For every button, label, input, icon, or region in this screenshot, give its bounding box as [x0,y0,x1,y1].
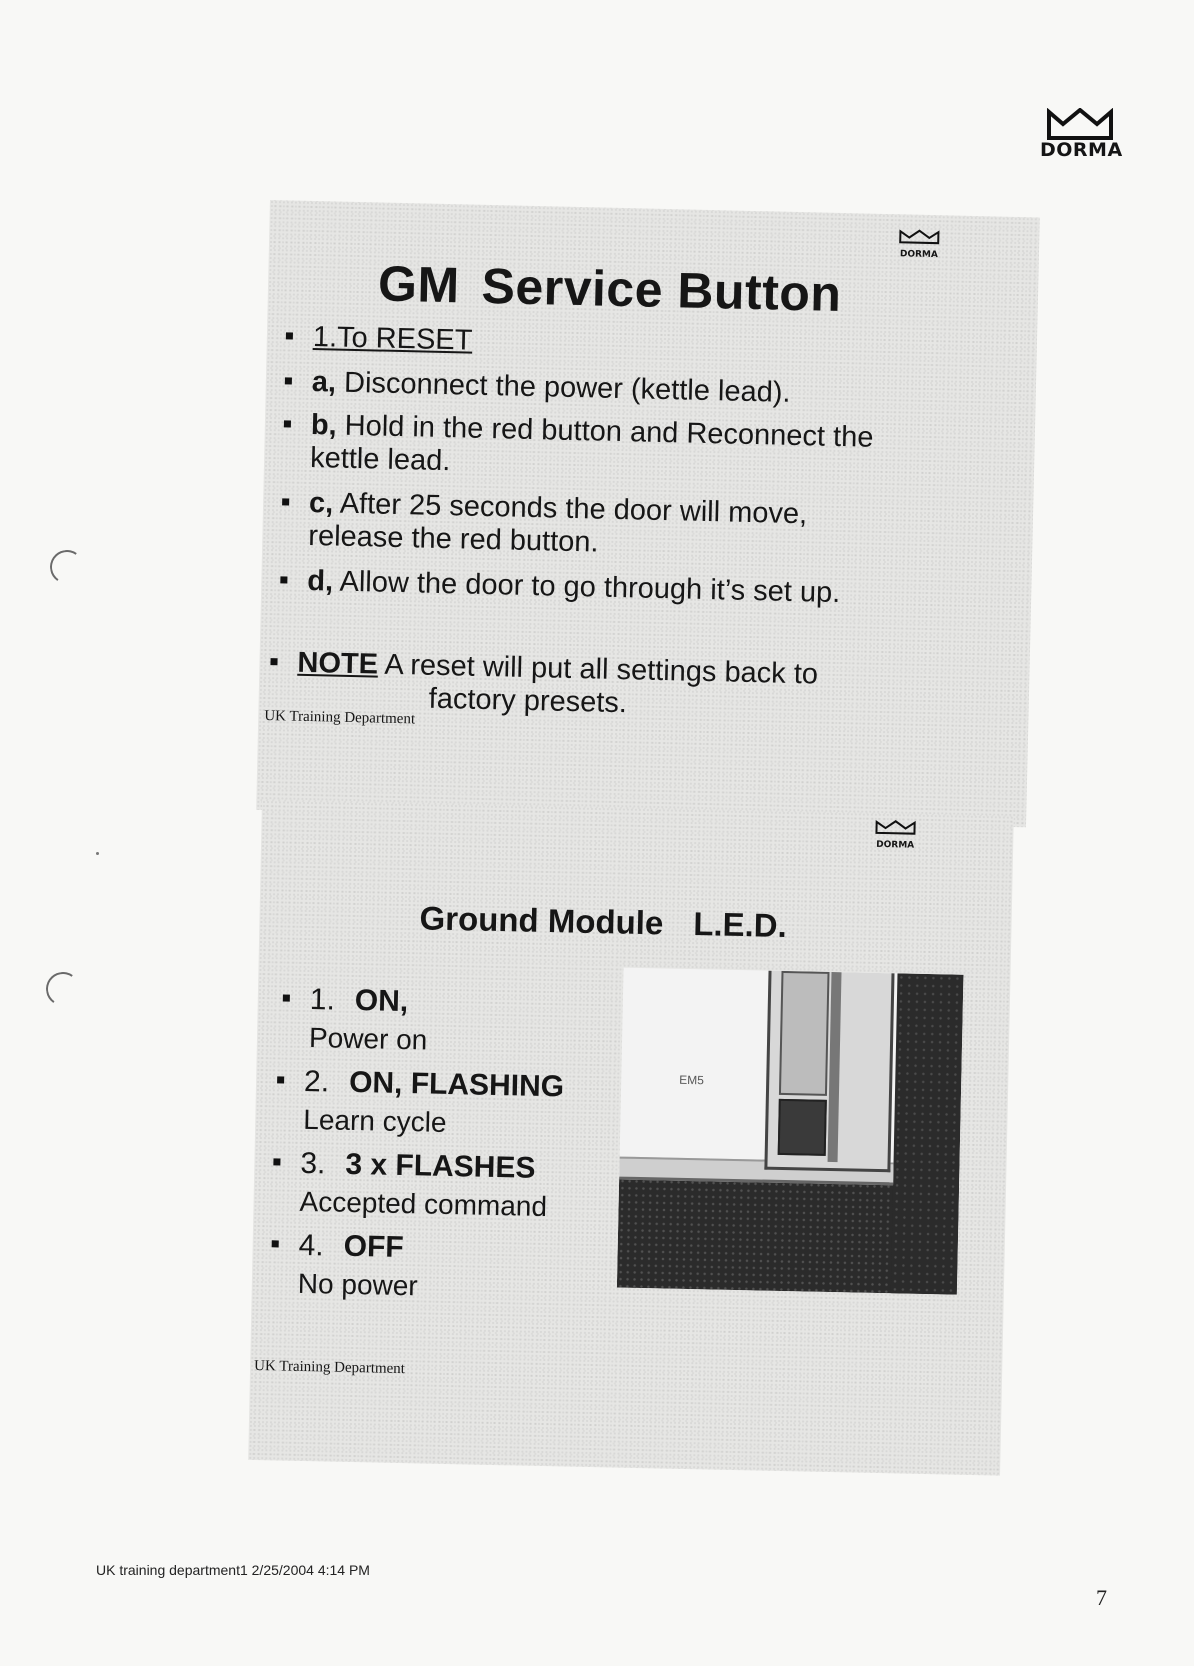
step-letter: b, [310,408,338,442]
slide-title [419,899,787,945]
crown-logo-icon [897,228,941,245]
slide-brand: DORMA [899,249,939,261]
list-item [307,565,841,610]
bullet-icon [277,1076,284,1083]
state-name: ON, [354,983,409,1019]
state-number: 3. [300,1146,326,1181]
step-text: Allow the door to go through it’s set up. [332,565,841,610]
slide-footer: UK Training Department [253,1357,406,1378]
bullet-icon [286,332,293,339]
bullet-icon [280,576,287,583]
slide-brand: DORMA [876,839,915,851]
page-footer: UK training department1 2/25/2004 4:14 PM [96,1562,370,1578]
slide-logo [865,819,926,851]
step-text: Hold in the red button and Reconnect the [336,409,874,454]
list-item [308,487,807,564]
state-description: Learn cycle [302,1103,447,1138]
bullet-icon [282,498,289,505]
brand-name: DORMA [1040,139,1123,161]
slide-title [377,254,842,322]
photo-module-unit [764,971,894,1173]
bullet-icon [272,1240,279,1247]
led-state-item [303,1063,565,1144]
state-description: Accepted command [299,1185,548,1223]
bullet-icon [285,377,292,384]
photo-post [891,973,964,1294]
crown-logo-icon [1045,108,1115,140]
reset-heading: 1.To RESET [312,321,473,357]
led-state-item [309,981,429,1059]
state-number: 2. [303,1064,330,1099]
speck [96,852,99,855]
step-text: Disconnect the power (kettle lead). [335,366,791,409]
title-part-ground-module: Ground Module [419,899,664,942]
page-number: 7 [1096,1585,1107,1610]
slide-footer: UK Training Department [264,708,416,728]
led-state-item [297,1227,418,1305]
header-logo [1040,108,1123,161]
photo-label: EM5 [679,1072,705,1088]
ground-module-photo [617,968,964,1295]
step-text: After 25 seconds the door will move, [332,487,808,531]
photo-led-panel [778,1099,827,1156]
step-letter: a, [311,366,337,399]
list-item [313,321,473,358]
crown-logo-icon [873,819,917,836]
slide-ground-module-led [248,800,1014,1476]
step-letter: c, [308,486,334,520]
note-label: NOTE [297,646,379,681]
title-part-service-button: Service Button [481,257,843,322]
bullet-icon [273,1158,280,1165]
state-name: 3 x FLASHES [345,1147,536,1185]
step-text-continued: kettle lead. [309,441,451,478]
note-text: A reset will put all settings back to [377,648,819,691]
slide-gm-service-button [256,200,1040,827]
step-text-continued: release the red button. [308,519,599,559]
state-number: 1. [309,983,336,1017]
punch-hole [47,547,86,586]
photo-rail [779,971,830,1096]
title-part-gm: GM [377,255,461,314]
list-item [311,366,790,410]
bullet-icon [284,420,291,427]
punch-hole [43,969,82,1008]
led-state-item [299,1145,548,1226]
title-part-led: L.E.D. [692,905,788,945]
step-letter: d, [307,564,334,598]
state-name: ON, FLASHING [348,1065,565,1104]
photo-arm [828,972,842,1162]
bullet-icon [270,658,277,665]
bullet-icon [283,994,290,1001]
slide-logo [889,228,950,260]
state-number: 4. [298,1228,325,1263]
state-description: No power [297,1267,419,1302]
list-item [310,409,874,488]
note-text-continued: factory presets. [428,682,628,720]
state-name: OFF [343,1229,405,1265]
state-description: Power on [308,1022,428,1056]
